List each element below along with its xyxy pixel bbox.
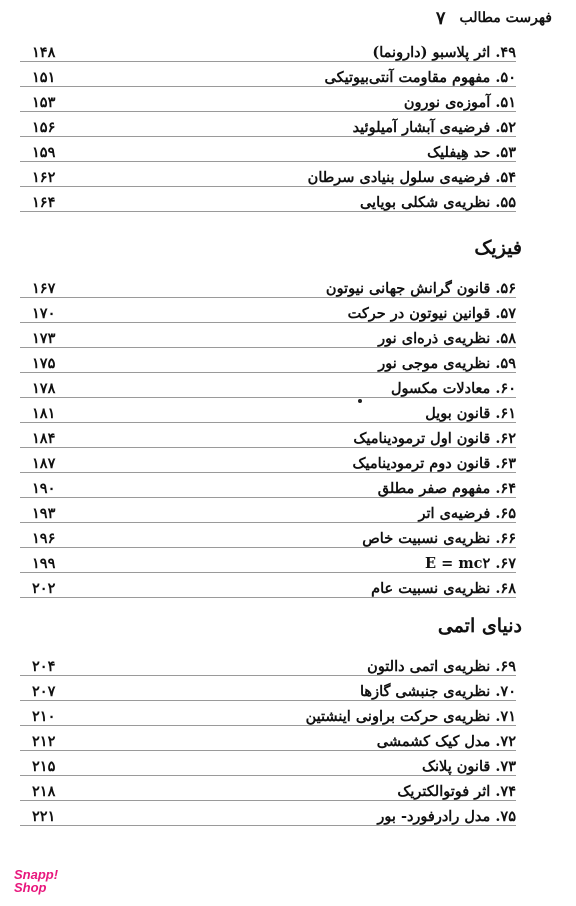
watermark-line: Shop (14, 880, 47, 895)
entry-number: ۶۷ . (490, 555, 516, 572)
entry-label (377, 804, 516, 829)
entry-number: ۵۷ . (490, 305, 516, 322)
entry-label (353, 426, 516, 451)
entry-title: اثر فوتوالکتریک (397, 783, 491, 800)
entry-label (378, 476, 516, 501)
entry-number: ۵۱ . (490, 94, 516, 111)
entry-label (378, 326, 516, 351)
toc-entry (20, 754, 516, 779)
entry-title: آموزه‌ی نورون (403, 94, 491, 111)
entry-title: مدل رادرفورد- بور (377, 808, 491, 825)
page-header (252, 6, 552, 30)
entry-page-number: ۱۵۹ (32, 144, 56, 161)
entry-label (422, 754, 516, 779)
entry-title: E = mc۲ (425, 555, 491, 572)
entry-page-number: ۱۷۳ (32, 330, 56, 347)
entry-label (308, 165, 516, 190)
page-number: ۷ (435, 7, 446, 29)
toc-entry (20, 40, 516, 65)
entry-label (391, 376, 516, 401)
toc-entry (20, 729, 516, 754)
entry-page-number: ۱۹۰ (32, 480, 56, 497)
toc-entry (20, 679, 516, 704)
entry-label (397, 779, 516, 804)
toc-entry (20, 804, 516, 829)
running-header-title: فهرست مطالب (459, 10, 552, 26)
toc-list (20, 276, 516, 601)
entry-title: معادلات مکسول (390, 380, 491, 397)
entry-number: ۵۸ . (490, 330, 516, 347)
entry-page-number: ۲۰۷ (32, 683, 56, 700)
entry-number: ۵۶ . (490, 280, 516, 297)
entry-page-number: ۱۶۷ (32, 280, 56, 297)
entry-page-number: ۲۰۲ (32, 580, 56, 597)
entry-title: نظریه‌ی موجی نور (378, 355, 491, 372)
entry-number: ۵۵ . (490, 194, 516, 211)
toc-entry (20, 401, 516, 426)
toc-entry (20, 90, 516, 115)
entry-page-number: ۱۹۳ (32, 505, 56, 522)
entry-title: حد هِیفلیک (427, 144, 491, 161)
entry-page-number: ۱۹۶ (32, 530, 56, 547)
entry-number: ۷۵ . (490, 808, 516, 825)
entry-number: ۷۴ . (490, 783, 516, 800)
entry-page-number: ۱۷۸ (32, 380, 56, 397)
entry-page-number: ۱۵۱ (32, 69, 56, 86)
toc-entry (20, 426, 516, 451)
entry-title: نظریه‌ی نسبیت خاص (362, 530, 491, 547)
toc-entry (20, 526, 516, 551)
entry-label (306, 704, 516, 729)
entry-number: ۷۳ . (490, 758, 516, 775)
entry-title: فرضیه‌ی اتر (418, 505, 491, 522)
entry-title: قوانین نیوتون در حرکت (347, 305, 491, 322)
toc-entry (20, 779, 516, 804)
entry-title: مدل کیک کشمشی (376, 733, 491, 750)
entry-page-number: ۱۶۲ (32, 169, 56, 186)
entry-number: ۶۵ . (490, 505, 516, 522)
entry-label (353, 115, 516, 140)
toc-entry (20, 376, 516, 401)
entry-number: ۶۲ . (490, 430, 516, 447)
entry-title: فرضیه‌ی آبشار آمیلوئید (352, 119, 491, 136)
toc-entry (20, 501, 516, 526)
toc-entry (20, 165, 516, 190)
toc-section-physics (20, 234, 522, 601)
entry-label (371, 576, 516, 601)
entry-label (425, 551, 516, 576)
entry-page-number: ۱۵۳ (32, 94, 56, 111)
entry-title: نظریه‌ی نسبیت عام (371, 580, 491, 597)
entry-title: اثر پلاسبو (دارونما) (372, 44, 491, 61)
entry-number: ۷۲ . (490, 733, 516, 750)
toc-entry (20, 476, 516, 501)
entry-number: ۷۱ . (490, 708, 516, 725)
entry-page-number: ۲۱۵ (32, 758, 56, 775)
entry-number: ۵۹ . (490, 355, 516, 372)
entry-page-number: ۲۱۲ (32, 733, 56, 750)
entry-title: نظریه‌ی جنبشی گازها (360, 683, 491, 700)
entry-page-number: ۱۷۰ (32, 305, 56, 322)
entry-page-number: ۲۱۸ (32, 783, 56, 800)
entry-title: قانون اول ترمودینامیک (353, 430, 491, 447)
entry-title: قانون گرانش جهانی نیوتون (325, 280, 491, 297)
entry-number: ۶۹ . (490, 658, 516, 675)
entry-number: ۴۹ . (490, 44, 516, 61)
section-title: فیزیک (474, 237, 522, 259)
watermark-logo (14, 868, 74, 894)
toc-entry (20, 140, 516, 165)
entry-label (360, 190, 516, 215)
entry-label (360, 679, 516, 704)
entry-title: نظریه‌ی اتمی دالتون (367, 658, 491, 675)
entry-title: فرضیه‌ی سلول بنیادی سرطان (307, 169, 491, 186)
entry-label (404, 90, 516, 115)
toc-list (20, 40, 516, 215)
entry-title: قانون بویل (425, 405, 491, 422)
entry-number: ۷۰ . (490, 683, 516, 700)
toc-entry (20, 65, 516, 90)
toc-entry (20, 115, 516, 140)
entry-page-number: ۱۶۴ (32, 194, 56, 211)
entry-page-number: ۲۱۰ (32, 708, 56, 725)
entry-label (377, 729, 516, 754)
entry-label (362, 526, 516, 551)
section-title: دنیای اتمی (437, 615, 522, 637)
ink-speck (358, 399, 362, 403)
toc-entry (20, 576, 516, 601)
entry-page-number: ۱۸۴ (32, 430, 56, 447)
entry-number: ۵۴ . (490, 169, 516, 186)
entry-number: ۶۰ . (490, 380, 516, 397)
toc-section-atomic-world (20, 612, 522, 829)
entry-page-number: ۲۲۱ (32, 808, 56, 825)
entry-page-number: ۱۸۱ (32, 405, 56, 422)
toc-entry (20, 654, 516, 679)
entry-title: مفهوم صفر مطلق (377, 480, 491, 497)
entry-label (372, 40, 516, 65)
entry-number: ۶۴ . (490, 480, 516, 497)
watermark-line: Snapp! (14, 867, 59, 882)
entry-page-number: ۱۷۵ (32, 355, 56, 372)
entry-number: ۶۱ . (490, 405, 516, 422)
entry-label (425, 401, 516, 426)
entry-label (367, 654, 516, 679)
toc-entry (20, 551, 516, 576)
toc-entry (20, 276, 516, 301)
entry-page-number: ۱۸۷ (32, 455, 56, 472)
entry-title: قانون دوم ترمودینامیک (352, 455, 491, 472)
entry-number: ۵۲ . (490, 119, 516, 136)
entry-label (353, 451, 516, 476)
entry-title: نظریه‌ی ذره‌ای نور (378, 330, 491, 347)
entry-label (326, 276, 516, 301)
entry-number: ۵۳ . (490, 144, 516, 161)
toc-entry (20, 326, 516, 351)
entry-number: ۵۰ . (490, 69, 516, 86)
entry-page-number: ۱۹۹ (32, 555, 56, 572)
toc-entry (20, 190, 516, 215)
entry-number: ۶۸ . (490, 580, 516, 597)
entry-title: نظریه‌ی شکلی بویایی (359, 194, 491, 211)
entry-label (325, 65, 517, 90)
entry-title: مفهوم مقاومت آنتی‌بیوتیکی (324, 69, 491, 86)
toc-entry (20, 704, 516, 729)
entry-page-number: ۱۵۶ (32, 119, 56, 136)
entry-label (378, 351, 516, 376)
entry-label (427, 140, 516, 165)
entry-label (348, 301, 516, 326)
toc-entry (20, 351, 516, 376)
toc-section-biology (20, 40, 516, 215)
entry-page-number: ۲۰۴ (32, 658, 56, 675)
entry-title: نظریه‌ی حرکت براونی اینشتین (305, 708, 491, 725)
entry-number: ۶۳ . (490, 455, 516, 472)
entry-page-number: ۱۴۸ (32, 44, 56, 61)
toc-entry (20, 451, 516, 476)
toc-entry (20, 301, 516, 326)
entry-title: قانون پلانک (422, 758, 491, 775)
toc-list (20, 654, 516, 829)
entry-label (418, 501, 516, 526)
entry-number: ۶۶ . (490, 530, 516, 547)
